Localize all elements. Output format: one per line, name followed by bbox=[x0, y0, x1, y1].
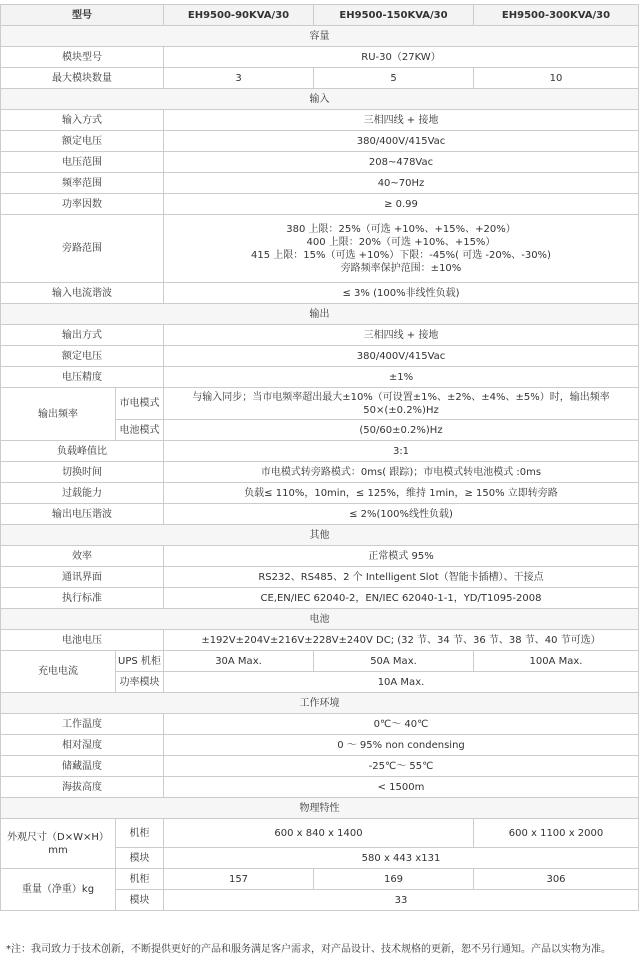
row-value: 600 x 840 x 1400 bbox=[164, 819, 474, 848]
table-row bbox=[1, 546, 639, 567]
row-label: 模块型号 bbox=[1, 47, 164, 68]
sub-label: 模块 bbox=[116, 890, 164, 911]
row-value: ±192V±204V±216V±228V±240V DC; (32 节、34 节、36 节、38 节、40 节可选） bbox=[164, 630, 639, 651]
row-value: ≥ 0.99 bbox=[164, 194, 639, 215]
row-label: 频率范围 bbox=[1, 173, 164, 194]
row-value: 10 bbox=[474, 68, 639, 89]
table-row bbox=[1, 325, 639, 346]
row-value: ≤ 2%(100%线性负载) bbox=[164, 504, 639, 525]
row-label: 充电电流 bbox=[1, 651, 116, 693]
row-value: 306 bbox=[474, 869, 639, 890]
table-row bbox=[1, 131, 639, 152]
row-value: 169 bbox=[314, 869, 474, 890]
table-row bbox=[1, 483, 639, 504]
table-row bbox=[1, 194, 639, 215]
mains-mode-value bbox=[164, 388, 639, 420]
sub-label: 机柜 bbox=[116, 819, 164, 848]
table-row bbox=[1, 110, 639, 131]
row-value: ≤ 3% (100%非线性负载) bbox=[164, 283, 639, 304]
row-value: 5 bbox=[314, 68, 474, 89]
row-value: 33 bbox=[164, 890, 639, 911]
table-row bbox=[1, 819, 639, 848]
spec-table bbox=[0, 4, 639, 911]
bypass-line: 380 上限：25%（可选 +10%、+15%、+20%） bbox=[286, 223, 516, 235]
mains-mode-line: 与输入同步；当市电频率超出最大±10%（可设置±1%、±2%、±4%、±5%）时，输出频率 bbox=[192, 391, 610, 403]
sub-label: 机柜 bbox=[116, 869, 164, 890]
dimensions-label bbox=[1, 819, 116, 869]
table-row bbox=[1, 567, 639, 588]
table-row bbox=[1, 756, 639, 777]
row-value: ±1% bbox=[164, 367, 639, 388]
row-label: 储藏温度 bbox=[1, 756, 164, 777]
table-row bbox=[1, 714, 639, 735]
section-row bbox=[1, 304, 639, 325]
row-label: 海拔高度 bbox=[1, 777, 164, 798]
row-label: 输出频率 bbox=[1, 388, 116, 441]
row-label: 过载能力 bbox=[1, 483, 164, 504]
row-label: 额定电压 bbox=[1, 346, 164, 367]
section-row bbox=[1, 26, 639, 47]
section-capacity: 容量 bbox=[1, 26, 639, 47]
row-value: < 1500m bbox=[164, 777, 639, 798]
row-value: 380/400V/415Vac bbox=[164, 346, 639, 367]
mains-mode-line: 50×(±0.2%)Hz bbox=[363, 404, 439, 416]
section-row bbox=[1, 89, 639, 110]
row-value: 30A Max. bbox=[164, 651, 314, 672]
table-row bbox=[1, 367, 639, 388]
footnote: *注：我司致力于技术创新，不断提供更好的产品和服务满足客户需求，对产品设计、技术规格的更新，恕不另行通知。产品以实物为准。 bbox=[6, 944, 611, 955]
row-label: 额定电压 bbox=[1, 131, 164, 152]
row-label: 电压精度 bbox=[1, 367, 164, 388]
row-value: 380/400V/415Vac bbox=[164, 131, 639, 152]
row-label: 重量（净重）kg bbox=[1, 869, 116, 911]
table-row bbox=[1, 388, 639, 420]
table-row bbox=[1, 47, 639, 68]
row-value: 0 ～ 95% non condensing bbox=[164, 735, 639, 756]
row-label: 输入电流谐波 bbox=[1, 283, 164, 304]
model-300kva: EH9500-300KVA/30 bbox=[474, 5, 639, 26]
row-value: 0℃～ 40℃ bbox=[164, 714, 639, 735]
sub-label: 电池模式 bbox=[116, 420, 164, 441]
table-row bbox=[1, 283, 639, 304]
row-value: 50A Max. bbox=[314, 651, 474, 672]
row-value: 10A Max. bbox=[164, 672, 639, 693]
row-label: 电池电压 bbox=[1, 630, 164, 651]
row-value: 3:1 bbox=[164, 441, 639, 462]
table-row bbox=[1, 152, 639, 173]
row-value: 40~70Hz bbox=[164, 173, 639, 194]
row-value: 三相四线 + 接地 bbox=[164, 325, 639, 346]
bypass-line: 旁路频率保护范围：±10% bbox=[340, 262, 462, 274]
row-label: 切换时间 bbox=[1, 462, 164, 483]
table-row bbox=[1, 462, 639, 483]
table-row bbox=[1, 777, 639, 798]
section-input: 输入 bbox=[1, 89, 639, 110]
row-label: 电压范围 bbox=[1, 152, 164, 173]
row-value: 3 bbox=[164, 68, 314, 89]
row-label: 通讯界面 bbox=[1, 567, 164, 588]
row-value: 正常模式 95% bbox=[164, 546, 639, 567]
bypass-range-value bbox=[164, 215, 639, 283]
section-row bbox=[1, 525, 639, 546]
row-label: 效率 bbox=[1, 546, 164, 567]
section-row bbox=[1, 609, 639, 630]
table-row bbox=[1, 504, 639, 525]
row-label: 输出方式 bbox=[1, 325, 164, 346]
sub-label: 功率模块 bbox=[116, 672, 164, 693]
row-label: 功率因数 bbox=[1, 194, 164, 215]
section-physical: 物理特性 bbox=[1, 798, 639, 819]
row-value: CE,EN/IEC 62040-2，EN/IEC 62040-1-1，YD/T1095-2008 bbox=[164, 588, 639, 609]
row-value: 三相四线 + 接地 bbox=[164, 110, 639, 131]
header-row bbox=[1, 5, 639, 26]
model-header-label: 型号 bbox=[1, 5, 164, 26]
sub-label: UPS 机柜 bbox=[116, 651, 164, 672]
table-row bbox=[1, 346, 639, 367]
section-output: 输出 bbox=[1, 304, 639, 325]
row-value: 负载≤ 110%，10min，≤ 125%，维持 1min，≥ 150% 立即转旁路 bbox=[164, 483, 639, 504]
row-label: 输入方式 bbox=[1, 110, 164, 131]
row-value: 208~478Vac bbox=[164, 152, 639, 173]
row-label: 旁路范围 bbox=[1, 215, 164, 283]
table-row bbox=[1, 68, 639, 89]
row-label: 输出电压谐波 bbox=[1, 504, 164, 525]
dimensions-label-line: 外观尺寸（D×W×H） bbox=[7, 831, 109, 843]
bypass-line: 400 上限：20%（可选 +10%、+15%） bbox=[306, 236, 496, 248]
section-row bbox=[1, 693, 639, 714]
table-row bbox=[1, 869, 639, 890]
table-row bbox=[1, 735, 639, 756]
row-value: RU-30（27KW） bbox=[164, 47, 639, 68]
row-value: 市电模式转旁路模式：0ms( 跟踪)；市电模式转电池模式 :0ms bbox=[164, 462, 639, 483]
row-label: 相对湿度 bbox=[1, 735, 164, 756]
row-value: 600 x 1100 x 2000 bbox=[474, 819, 639, 848]
row-label: 工作温度 bbox=[1, 714, 164, 735]
table-row bbox=[1, 588, 639, 609]
row-value: 580 x 443 x131 bbox=[164, 848, 639, 869]
section-environment: 工作环境 bbox=[1, 693, 639, 714]
table-row bbox=[1, 173, 639, 194]
model-90kva: EH9500-90KVA/30 bbox=[164, 5, 314, 26]
row-label: 负载峰值比 bbox=[1, 441, 164, 462]
model-150kva: EH9500-150KVA/30 bbox=[314, 5, 474, 26]
row-value: (50/60±0.2%)Hz bbox=[164, 420, 639, 441]
section-other: 其他 bbox=[1, 525, 639, 546]
table-row bbox=[1, 630, 639, 651]
row-value: RS232、RS485、2 个 Intelligent Slot（智能卡插槽）、干接点 bbox=[164, 567, 639, 588]
sub-label: 模块 bbox=[116, 848, 164, 869]
table-row bbox=[1, 651, 639, 672]
row-label: 最大模块数量 bbox=[1, 68, 164, 89]
row-value: 157 bbox=[164, 869, 314, 890]
row-label: 执行标准 bbox=[1, 588, 164, 609]
row-value: 100A Max. bbox=[474, 651, 639, 672]
sub-label: 市电模式 bbox=[116, 388, 164, 420]
table-row bbox=[1, 215, 639, 283]
dimensions-label-unit: mm bbox=[48, 844, 68, 856]
row-value: -25℃～ 55℃ bbox=[164, 756, 639, 777]
section-battery: 电池 bbox=[1, 609, 639, 630]
section-row bbox=[1, 798, 639, 819]
table-row bbox=[1, 441, 639, 462]
bypass-line: 415 上限：15%（可选 +10%）下限：-45%( 可选 -20%、-30%) bbox=[251, 249, 551, 261]
